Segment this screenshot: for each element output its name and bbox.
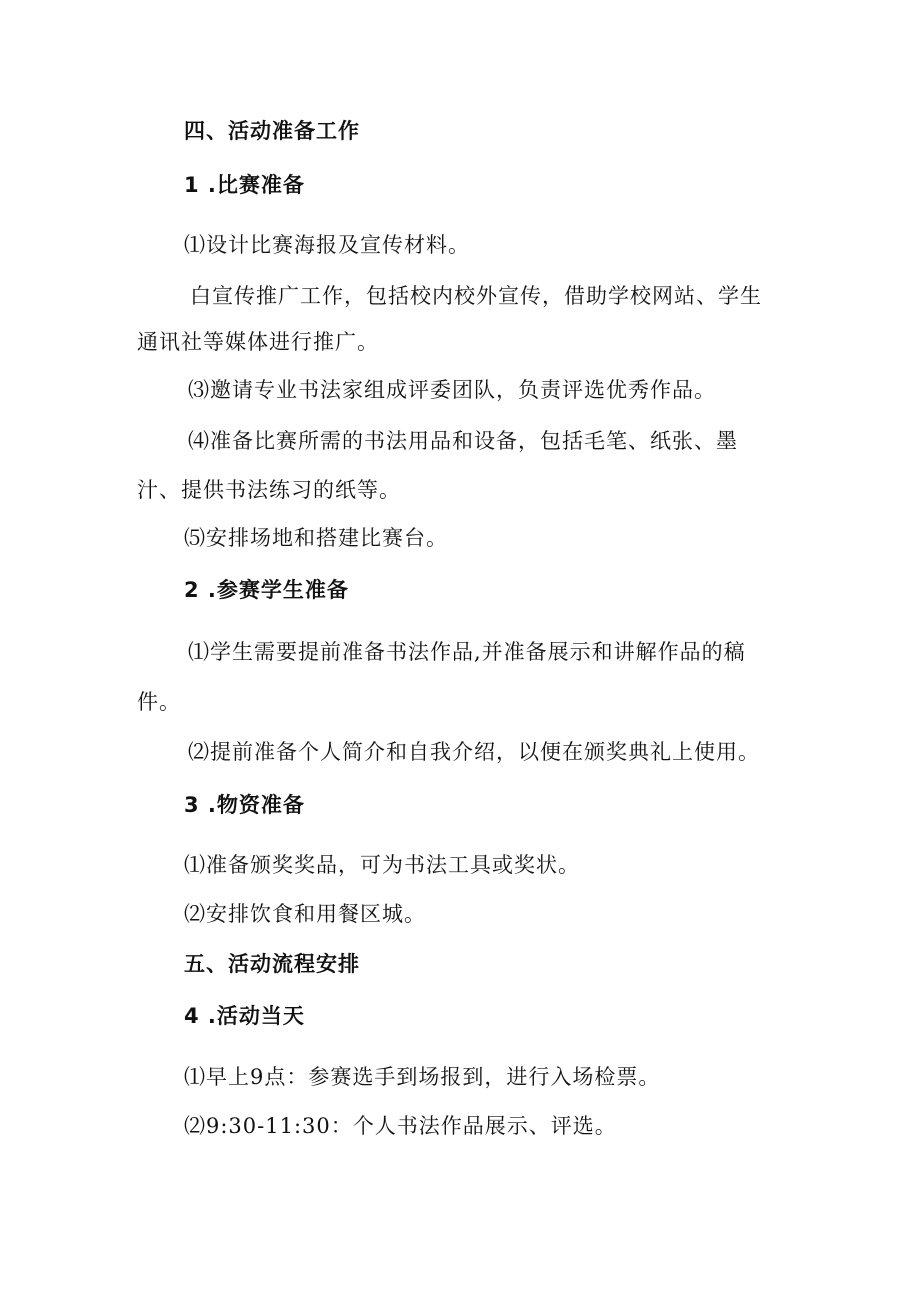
paragraph-line: ⑴设计比赛海报及宣传材料。: [184, 233, 470, 257]
subheading-event-day: 4 .活动当天: [184, 1004, 305, 1028]
subheading-competition-preparation: 1 .比赛准备: [184, 173, 305, 197]
paragraph-line: ⑵安排饮食和用餐区城。: [184, 902, 426, 926]
paragraph-line: ⑸安排场地和搭建比赛台。: [184, 526, 448, 550]
paragraph-line: 汁、提供书法练习的纸等。: [137, 478, 401, 502]
paragraph-line: 通讯社等媒体进行推广。: [137, 330, 379, 354]
paragraph-line: ⑴学生需要提前准备书法作品,并准备展示和讲解作品的稿: [188, 640, 746, 664]
section-heading-activity-schedule: 五、活动流程安排: [184, 952, 360, 976]
paragraph-line: ⑶邀请专业书法家组成评委团队，负责评选优秀作品。: [188, 378, 716, 402]
subheading-materials-preparation: 3 .物资准备: [184, 793, 305, 817]
paragraph-line: 白宣传推广工作，包括校内校外宣传，借助学校网站、学生: [190, 284, 762, 308]
section-heading-activity-preparation: 四、活动准备工作: [184, 119, 360, 143]
paragraph-line: ⑵9:30-11:30：个人书法作品展示、评选。: [184, 1114, 617, 1138]
paragraph-line: ⑴准备颁奖奖品，可为书法工具或奖状。: [184, 853, 580, 877]
paragraph-line: ⑴早上9点：参赛选手到场报到，进行入场检票。: [184, 1065, 661, 1089]
paragraph-line: 件。: [137, 690, 181, 714]
subheading-student-preparation: 2 .参赛学生准备: [184, 578, 349, 602]
paragraph-line: ⑵提前准备个人简介和自我介绍，以便在颁奖典礼上使用。: [188, 740, 760, 764]
paragraph-line: ⑷准备比赛所需的书法用品和设备，包括毛笔、纸张、墨: [188, 429, 738, 453]
